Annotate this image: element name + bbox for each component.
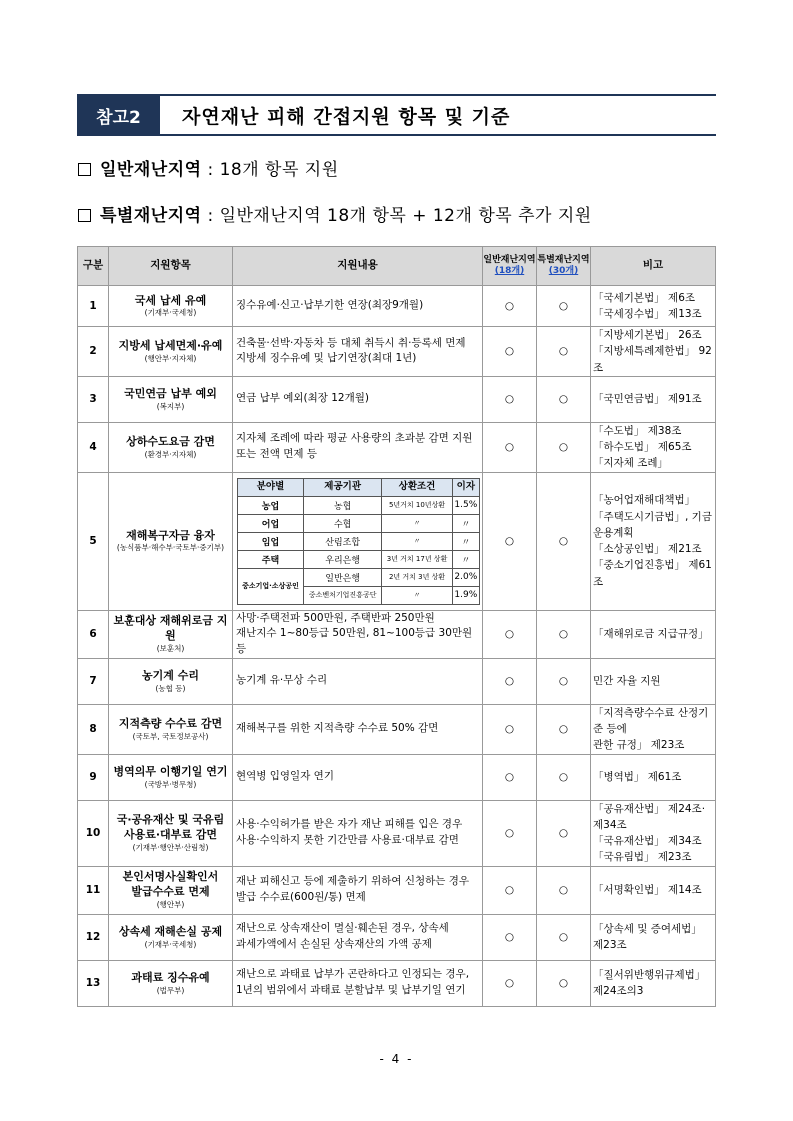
item-name: 국민연금 납부 예외 bbox=[124, 386, 217, 400]
loan-rate: 1.5% bbox=[452, 496, 479, 514]
row-number: 7 bbox=[78, 658, 109, 704]
general-circle: ○ bbox=[483, 327, 537, 377]
support-content bbox=[233, 914, 483, 960]
general-circle: ○ bbox=[483, 800, 537, 866]
special-circle: ○ bbox=[537, 286, 591, 327]
general-circle: ○ bbox=[483, 658, 537, 704]
item-name: 과태료 징수유예 bbox=[131, 970, 210, 984]
support-item bbox=[109, 376, 233, 422]
row-number: 2 bbox=[78, 327, 109, 377]
item-name: 상하수도요금 감면 bbox=[126, 434, 215, 448]
item-name-2: 발급수수료 면제 bbox=[131, 885, 210, 899]
item-name: 병역의무 이행기일 연기 bbox=[113, 764, 228, 778]
row-number: 10 bbox=[78, 800, 109, 866]
item-name: 농기계 수리 bbox=[142, 668, 199, 682]
note-line: 「질서위반행위규제법」 제24조의3 bbox=[593, 968, 706, 998]
table-row bbox=[78, 472, 716, 610]
item-agency: (기재부·국세청) bbox=[144, 308, 197, 318]
note-line: 「하수도법」 제65조 bbox=[593, 441, 692, 454]
special-circle: ○ bbox=[537, 800, 591, 866]
item-agency: (행안부·지자체) bbox=[144, 353, 197, 363]
special-circle: ○ bbox=[537, 754, 591, 800]
loan-field: 농업 bbox=[238, 496, 304, 514]
loan-cond: 〃 bbox=[382, 514, 452, 532]
content-line: 건축물·선박·자동차 등 대체 취득시 취·등록세 면제 bbox=[236, 336, 466, 349]
table-row bbox=[78, 658, 716, 704]
note-line: 「수도법」 제38조 bbox=[593, 424, 682, 437]
item-agency: (보훈처) bbox=[156, 644, 185, 653]
item-agency: (복지부) bbox=[156, 401, 185, 411]
table-row bbox=[78, 960, 716, 1006]
content-line: 현역병 입영일자 연기 bbox=[236, 770, 334, 783]
loan-cond: 〃 bbox=[382, 532, 452, 550]
loan-cond: 5년거치 10년상환 bbox=[382, 496, 452, 514]
item-name: 국·공유재산 및 국유림 bbox=[116, 813, 225, 827]
row-number: 1 bbox=[78, 286, 109, 327]
support-item bbox=[109, 327, 233, 377]
support-content bbox=[233, 960, 483, 1006]
special-circle: ○ bbox=[537, 610, 591, 658]
special-circle: ○ bbox=[537, 658, 591, 704]
item-agency: (법무부) bbox=[156, 985, 185, 995]
special-circle: ○ bbox=[537, 866, 591, 914]
col-item: 지원항목 bbox=[109, 247, 233, 286]
note-line: 「재해위로금 지급규정」 bbox=[593, 628, 709, 641]
special-circle: ○ bbox=[537, 376, 591, 422]
loan-rate: 〃 bbox=[452, 532, 479, 550]
general-circle: ○ bbox=[483, 754, 537, 800]
support-content bbox=[233, 754, 483, 800]
general-circle: ○ bbox=[483, 866, 537, 914]
note bbox=[591, 914, 716, 960]
general-circle: ○ bbox=[483, 914, 537, 960]
support-item bbox=[109, 960, 233, 1006]
row-number: 5 bbox=[78, 472, 109, 610]
support-item bbox=[109, 658, 233, 704]
general-area-line: 일반재난지역 : 18개 항목 지원 bbox=[78, 155, 339, 180]
col-special: 특별재난지역 (30개) bbox=[537, 247, 591, 286]
note-line: 「지방세특례제한법」 92조 bbox=[593, 345, 712, 374]
loan-row bbox=[238, 496, 480, 514]
item-name: 지방세 납세면제·유예 bbox=[118, 338, 223, 352]
support-content bbox=[233, 472, 483, 610]
content-line: 사망·주택전파 500만원, 주택반파 250만원 bbox=[236, 611, 435, 624]
note-line: 「국유림법」 제23조 bbox=[593, 851, 692, 864]
content-line: 사용·수익하지 못한 기간만큼 사용료·대부료 감면 bbox=[236, 834, 459, 847]
col-content: 지원내용 bbox=[233, 247, 483, 286]
table-row bbox=[78, 327, 716, 377]
table-header bbox=[78, 247, 716, 286]
note-line: 「상속세 및 증여세법」 제23조 bbox=[593, 922, 702, 952]
item-name: 보훈대상 재해위로금 지원 bbox=[113, 614, 228, 643]
item-agency: (기재부·행안부·산림청) bbox=[132, 842, 209, 852]
content-line: 연금 납부 예외(최장 12개월) bbox=[236, 392, 369, 405]
loan-rate: 〃 bbox=[452, 550, 479, 568]
table-row bbox=[78, 376, 716, 422]
item-name-2: 사용료·대부료 감면 bbox=[123, 828, 217, 842]
table-row bbox=[78, 914, 716, 960]
loan-row bbox=[238, 532, 480, 550]
table-row bbox=[78, 754, 716, 800]
general-circle: ○ bbox=[483, 376, 537, 422]
loan-cond: 〃 bbox=[382, 586, 452, 604]
note bbox=[591, 866, 716, 914]
special-area-line: 특별재난지역 : 일반재난지역 18개 항목 + 12개 항목 추가 지원 bbox=[78, 201, 592, 226]
note-line: 「소상공인법」 제21조 bbox=[593, 543, 702, 556]
loan-header: 제공기관 bbox=[303, 478, 381, 496]
note-line: 「주택도시기금법」, 기금운용계획 bbox=[593, 510, 712, 539]
general-circle: ○ bbox=[483, 960, 537, 1006]
content-line: 징수유예·신고·납부기한 연장(최장9개월) bbox=[236, 299, 424, 312]
content-line: 재난 피해신고 등에 제출하기 위하여 신청하는 경우 bbox=[236, 875, 470, 888]
loan-inst: 농협 bbox=[303, 496, 381, 514]
special-circle: ○ bbox=[537, 327, 591, 377]
note-line: 「국세기본법」 제6조 bbox=[593, 291, 696, 304]
content-line: 재난으로 상속재산이 멸실·훼손된 경우, 상속세 bbox=[236, 922, 449, 935]
support-table bbox=[77, 246, 716, 1007]
item-agency: (농식품부·해수부·국토부·중기부) bbox=[116, 543, 225, 553]
support-content bbox=[233, 800, 483, 866]
loan-inst: 일반은행 bbox=[303, 568, 381, 586]
note bbox=[591, 610, 716, 658]
table-row bbox=[78, 422, 716, 472]
content-line: 과세가액에서 손실된 상속재산의 가액 공제 bbox=[236, 938, 432, 951]
support-item bbox=[109, 866, 233, 914]
note-line: 「국세징수법」 제13조 bbox=[593, 308, 702, 320]
support-content bbox=[233, 704, 483, 754]
note bbox=[591, 960, 716, 1006]
special-circle: ○ bbox=[537, 422, 591, 472]
loan-rate: 1.9% bbox=[452, 586, 479, 604]
note-line: 「병역법」 제61조 bbox=[593, 771, 682, 783]
note-line: 관한 규정」 제23조 bbox=[593, 739, 685, 752]
item-agency: (국토부, 국토정보공사) bbox=[132, 731, 209, 741]
special-circle: ○ bbox=[537, 960, 591, 1006]
loan-header: 분야별 bbox=[238, 478, 304, 496]
section-title: 자연재난 피해 간접지원 항목 및 기준 bbox=[182, 105, 511, 128]
note bbox=[591, 422, 716, 472]
content-line: 발급 수수료(600원/통) 면제 bbox=[236, 891, 366, 904]
table-row bbox=[78, 704, 716, 754]
loan-inst: 산림조합 bbox=[303, 532, 381, 550]
content-line: 지자체 조례에 따라 평균 사용량의 초과분 감면 지원 bbox=[236, 432, 473, 445]
note-line: 「지적측량수수료 산정기준 등에 bbox=[593, 706, 709, 736]
content-line: 재난지수 1~80등급 50만원, 81~100등급 30만원 등 bbox=[236, 627, 473, 656]
item-name: 재해복구자금 융자 bbox=[126, 528, 215, 542]
table-row bbox=[78, 286, 716, 327]
support-item bbox=[109, 704, 233, 754]
col-no: 구분 bbox=[78, 247, 109, 286]
support-content bbox=[233, 866, 483, 914]
section-tag: 참고2 bbox=[77, 96, 160, 134]
note bbox=[591, 704, 716, 754]
loan-row bbox=[238, 514, 480, 532]
general-circle: ○ bbox=[483, 610, 537, 658]
page-number: - 4 - bbox=[379, 1052, 414, 1066]
loan-rate: 2.0% bbox=[452, 568, 479, 586]
item-agency: (국방부·병무청) bbox=[144, 779, 197, 789]
note-line: 민간 자율 지원 bbox=[593, 675, 661, 688]
table-row bbox=[78, 866, 716, 914]
content-line: 사용·수익허가를 받은 자가 재난 피해를 입은 경우 bbox=[236, 818, 463, 831]
note bbox=[591, 327, 716, 377]
row-number: 8 bbox=[78, 704, 109, 754]
support-content bbox=[233, 376, 483, 422]
note-line: 「농어업재해대책법」 bbox=[593, 494, 696, 507]
note bbox=[591, 376, 716, 422]
item-agency: (농협 등) bbox=[155, 683, 186, 693]
col-note: 비고 bbox=[591, 247, 716, 286]
note bbox=[591, 800, 716, 866]
content-line: 또는 전액 면제 등 bbox=[236, 448, 318, 461]
loan-table bbox=[237, 478, 480, 605]
note bbox=[591, 286, 716, 327]
loan-row bbox=[238, 568, 480, 586]
row-number: 12 bbox=[78, 914, 109, 960]
loan-field: 주택 bbox=[238, 550, 304, 568]
col-general: 일반재난지역 (18개) bbox=[483, 247, 537, 286]
support-item bbox=[109, 610, 233, 658]
loan-header: 이자 bbox=[452, 478, 479, 496]
special-circle: ○ bbox=[537, 472, 591, 610]
general-circle: ○ bbox=[483, 422, 537, 472]
loan-inst: 우리은행 bbox=[303, 550, 381, 568]
note bbox=[591, 754, 716, 800]
note-line: 「지자체 조례」 bbox=[593, 457, 669, 470]
support-content bbox=[233, 610, 483, 658]
note bbox=[591, 658, 716, 704]
content-line: 재해복구를 위한 지적측량 수수료 50% 감면 bbox=[236, 722, 439, 735]
table-row bbox=[78, 610, 716, 658]
note-line: 「서명확인법」 제14조 bbox=[593, 884, 702, 897]
item-agency: (기재부·국세청) bbox=[144, 939, 197, 949]
support-content bbox=[233, 286, 483, 327]
note-line: 「중소기업진흥법」 제61조 bbox=[593, 559, 712, 588]
table-row bbox=[78, 800, 716, 866]
content-line: 재난으로 과태료 납부가 곤란하다고 인정되는 경우, bbox=[236, 968, 470, 981]
support-item bbox=[109, 286, 233, 327]
support-item bbox=[109, 754, 233, 800]
section-header bbox=[77, 94, 716, 136]
row-number: 3 bbox=[78, 376, 109, 422]
support-item bbox=[109, 914, 233, 960]
loan-rate: 〃 bbox=[452, 514, 479, 532]
item-agency: (환경부·지자체) bbox=[144, 449, 197, 459]
note bbox=[591, 472, 716, 610]
general-circle: ○ bbox=[483, 704, 537, 754]
note-line: 「국민연금법」 제91조 bbox=[593, 393, 702, 406]
loan-inst: 수협 bbox=[303, 514, 381, 532]
special-circle: ○ bbox=[537, 704, 591, 754]
general-circle: ○ bbox=[483, 472, 537, 610]
item-name: 본인서명사실확인서 bbox=[122, 870, 219, 884]
support-item bbox=[109, 472, 233, 610]
content-line: 농기계 유·무상 수리 bbox=[236, 674, 328, 687]
row-number: 6 bbox=[78, 610, 109, 658]
support-item bbox=[109, 422, 233, 472]
content-line: 1년의 범위에서 과태료 분할납부 및 납부기일 연기 bbox=[236, 984, 466, 997]
support-content bbox=[233, 327, 483, 377]
note-line: 「지방세기본법」 26조 bbox=[593, 329, 702, 341]
checkbox-icon bbox=[78, 209, 91, 222]
loan-field: 어업 bbox=[238, 514, 304, 532]
loan-inst: 중소벤처기업진흥공단 bbox=[303, 586, 381, 604]
loan-row bbox=[238, 550, 480, 568]
content-line: 지방세 징수유예 및 납기연장(최대 1년) bbox=[236, 352, 417, 365]
support-content bbox=[233, 658, 483, 704]
row-number: 11 bbox=[78, 866, 109, 914]
support-item bbox=[109, 800, 233, 866]
loan-cond: 2년 거치 3년 상환 bbox=[382, 568, 452, 586]
note-line: 「공유재산법」 제24조·제34조 bbox=[593, 802, 706, 831]
item-agency: (행안부) bbox=[156, 899, 185, 909]
item-name: 국세 납세 유예 bbox=[134, 293, 207, 307]
item-name: 지적측량 수수료 감면 bbox=[118, 716, 223, 730]
loan-header: 상환조건 bbox=[382, 478, 452, 496]
item-name: 상속세 재해손실 공제 bbox=[118, 924, 223, 938]
loan-cond: 3년 거치 17년 상환 bbox=[382, 550, 452, 568]
support-content bbox=[233, 422, 483, 472]
checkbox-icon bbox=[78, 163, 91, 176]
loan-field: 중소기업·소상공인 bbox=[238, 568, 304, 604]
row-number: 9 bbox=[78, 754, 109, 800]
loan-field: 임업 bbox=[238, 532, 304, 550]
row-number: 4 bbox=[78, 422, 109, 472]
general-circle: ○ bbox=[483, 286, 537, 327]
note-line: 「국유재산법」 제34조 bbox=[593, 835, 702, 848]
row-number: 13 bbox=[78, 960, 109, 1006]
special-circle: ○ bbox=[537, 914, 591, 960]
